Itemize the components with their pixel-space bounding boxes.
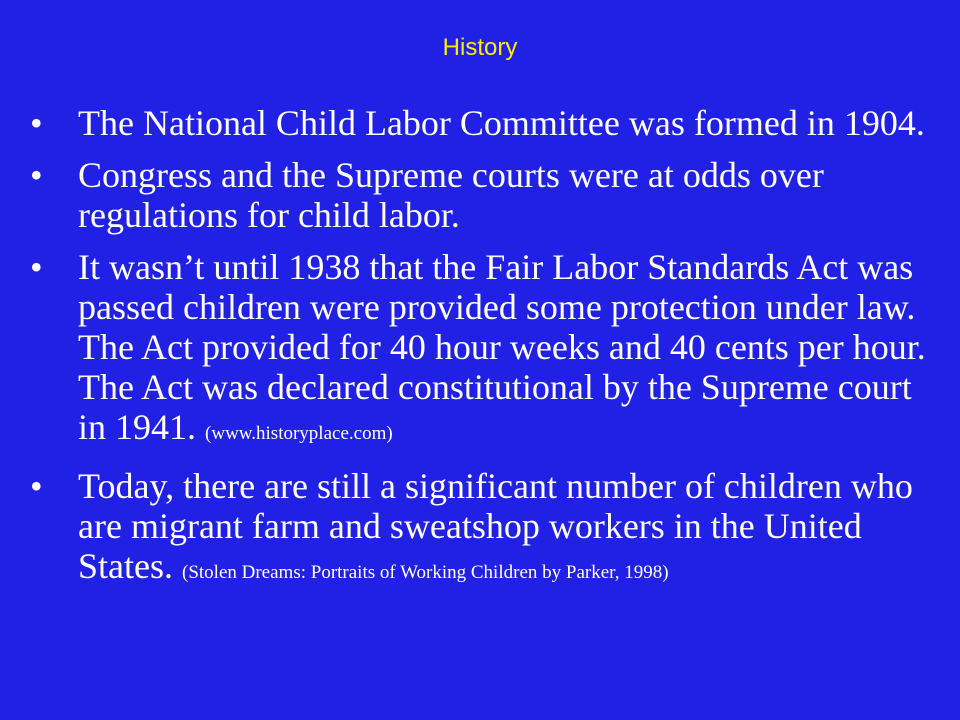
bullet-citation: (Stolen Dreams: Portraits of Working Children by Parker, 1998) xyxy=(182,562,669,583)
bullet-citation: (www.historyplace.com) xyxy=(205,423,393,444)
bullet-text: Congress and the Supreme courts were at odds over regulations for child labor. xyxy=(78,155,824,235)
bullet-dot: • xyxy=(30,466,43,506)
bullet-dot: • xyxy=(30,155,43,195)
slide-title: History xyxy=(442,34,518,61)
bullet-list xyxy=(30,103,930,605)
bullet-item xyxy=(30,466,930,593)
bullet-text: Today, there are still a significant number of children who are migrant farm and sweatshop workers in the United States. xyxy=(78,466,913,586)
bullet-text: The National Child Labor Committee was formed in 1904. xyxy=(78,103,925,143)
bullet-item xyxy=(30,155,930,235)
bullet-item xyxy=(30,103,930,143)
bullet-item xyxy=(30,247,930,454)
bullet-dot: • xyxy=(30,103,43,143)
bullet-text: It wasn’t until 1938 that the Fair Labor Standards Act was passed children were provided some protection under law. The Act provided for 40 hour weeks and 40 cents per hour. The Act was declared constitutional by the Supreme court in 1941. xyxy=(78,247,926,447)
bullet-dot: • xyxy=(30,247,43,287)
